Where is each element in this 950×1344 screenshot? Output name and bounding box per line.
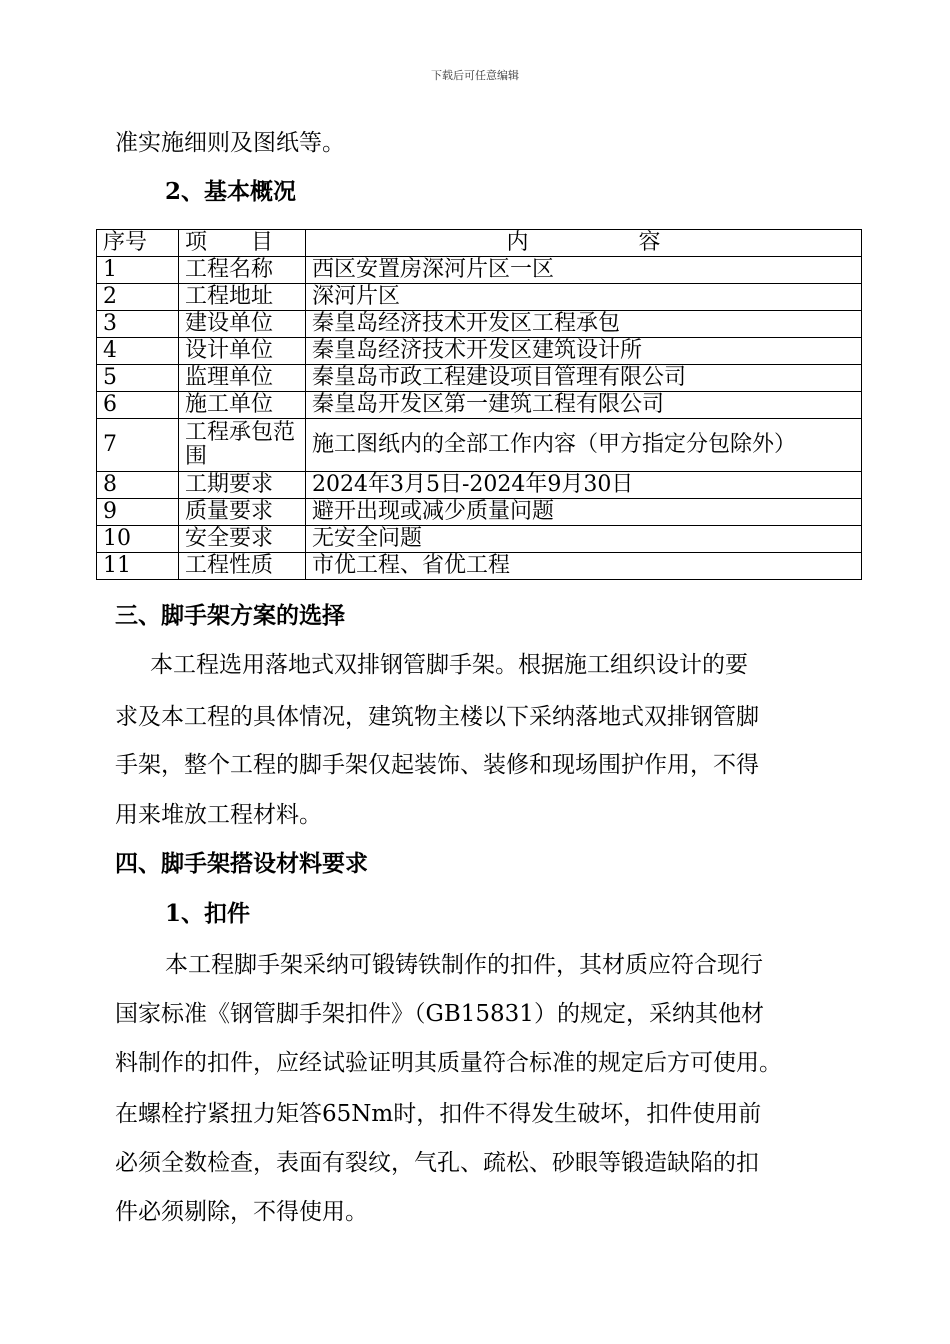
- section-4-paragraph-line: 国家标准《钢管脚手架扣件》（GB15831）的规定，采纳其他材: [115, 1001, 764, 1027]
- row-item: 施工单位: [179, 392, 306, 419]
- row-content: 秦皇岛经济技术开发区建筑设计所: [306, 338, 862, 365]
- section-4-title: 四、脚手架搭设材料要求: [115, 850, 368, 877]
- row-content: 深河片区: [306, 284, 862, 311]
- table-row: [97, 365, 862, 392]
- row-item: 建设单位: [179, 311, 306, 338]
- row-index: 7: [97, 419, 179, 472]
- table-row: [97, 419, 862, 472]
- page-header-watermark: 下载后可任意编辑: [431, 69, 519, 82]
- section-4-paragraph-line: 本工程脚手架采纳可锻铸铁制作的扣件，其材质应符合现行: [165, 952, 763, 978]
- table-row: [97, 526, 862, 553]
- row-index: 6: [97, 392, 179, 419]
- header-cell-content: 内 容: [306, 230, 862, 257]
- table-row: [97, 499, 862, 526]
- row-content: 避开出现或减少质量问题: [306, 499, 862, 526]
- table-row: [97, 338, 862, 365]
- row-content: 西区安置房深河片区一区: [306, 257, 862, 284]
- intro-tail-text: 准实施细则及图纸等。: [115, 130, 345, 156]
- row-index: 8: [97, 472, 179, 499]
- row-content: 施工图纸内的全部工作内容（甲方指定分包除外）: [306, 419, 862, 472]
- table-row: [97, 392, 862, 419]
- header-cell-item: 项 目: [179, 230, 306, 257]
- section-4-paragraph-line: 件必须剔除，不得使用。: [115, 1199, 368, 1225]
- row-content: 秦皇岛经济技术开发区工程承包: [306, 311, 862, 338]
- section-4-paragraph-line: 必须全数检查，表面有裂纹，气孔、疏松、砂眼等锻造缺陷的扣: [115, 1150, 759, 1176]
- table-row: [97, 284, 862, 311]
- row-index: 4: [97, 338, 179, 365]
- row-item: 质量要求: [179, 499, 306, 526]
- section-3-paragraph-line: 用来堆放工程材料。: [115, 802, 322, 828]
- table-row: [97, 311, 862, 338]
- header-cell-index: 序号: [97, 230, 179, 257]
- section-4-paragraph-line: 料制作的扣件，应经试验证明其质量符合标准的规定后方可使用。: [115, 1050, 782, 1076]
- row-item: 设计单位: [179, 338, 306, 365]
- row-item: 工期要求: [179, 472, 306, 499]
- section-2-title: 2、基本概况: [165, 178, 297, 205]
- project-overview-table: [96, 229, 862, 580]
- section-3-paragraph-line: 求及本工程的具体情况，建筑物主楼以下采纳落地式双排钢管脚: [115, 704, 759, 730]
- section-3-paragraph-line: 手架，整个工程的脚手架仅起装饰、装修和现场围护作用，不得: [115, 752, 759, 778]
- row-index: 5: [97, 365, 179, 392]
- row-index: 3: [97, 311, 179, 338]
- row-item: 工程名称: [179, 257, 306, 284]
- row-index: 11: [97, 553, 179, 580]
- table-row: [97, 472, 862, 499]
- row-item: 工程承包范围: [179, 419, 306, 472]
- row-index: 10: [97, 526, 179, 553]
- table-row: [97, 553, 862, 580]
- section-3-title: 三、脚手架方案的选择: [115, 602, 345, 629]
- row-item: 工程地址: [179, 284, 306, 311]
- section-4-subsection-1-title: 1、扣件: [165, 900, 251, 927]
- table-header-row: [97, 230, 862, 257]
- row-content: 秦皇岛市政工程建设项目管理有限公司: [306, 365, 862, 392]
- row-index: 1: [97, 257, 179, 284]
- row-item: 监理单位: [179, 365, 306, 392]
- row-index: 2: [97, 284, 179, 311]
- row-index: 9: [97, 499, 179, 526]
- row-item: 安全要求: [179, 526, 306, 553]
- row-item: 工程性质: [179, 553, 306, 580]
- section-3-paragraph-line: 本工程选用落地式双排钢管脚手架。根据施工组织设计的要: [150, 652, 748, 678]
- table-row: [97, 257, 862, 284]
- row-content: 无安全问题: [306, 526, 862, 553]
- row-content: 市优工程、省优工程: [306, 553, 862, 580]
- row-content: 秦皇岛开发区第一建筑工程有限公司: [306, 392, 862, 419]
- section-4-paragraph-line: 在螺栓拧紧扭力矩答65Nm时，扣件不得发生破坏，扣件使用前: [115, 1101, 762, 1127]
- row-content: 2024年3月5日-2024年9月30日: [306, 472, 862, 499]
